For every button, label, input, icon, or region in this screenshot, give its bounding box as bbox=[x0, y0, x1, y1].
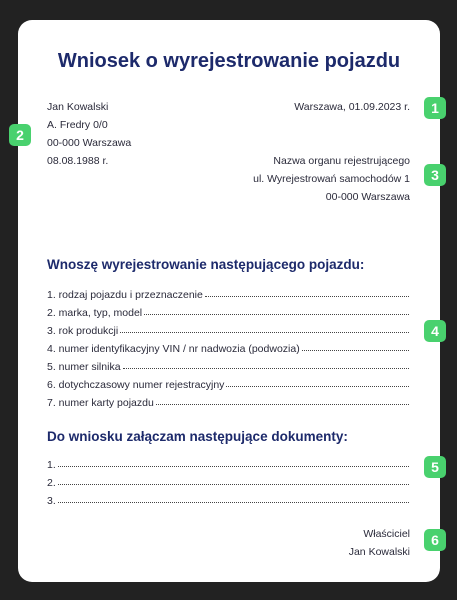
request-item-label: 3. rok produkcji bbox=[47, 325, 119, 337]
step-badge-2: 2 bbox=[9, 124, 31, 146]
request-item[interactable] bbox=[47, 337, 409, 355]
request-item[interactable] bbox=[47, 319, 409, 337]
request-item[interactable] bbox=[47, 391, 409, 409]
request-item-label: 1. rodzaj pojazdu i przeznaczenie bbox=[47, 289, 203, 301]
authority-city: 00-000 Warszawa bbox=[325, 191, 410, 203]
document-title: Wniosek o wyrejestrowanie pojazdu bbox=[57, 50, 401, 72]
authority-name: Nazwa organu rejestrującego bbox=[273, 155, 410, 167]
request-item-label: 5. numer silnika bbox=[47, 361, 121, 373]
request-heading: Wnoszę wyrejestrowanie następującego pojazdu: bbox=[47, 257, 365, 272]
fill-line bbox=[226, 385, 409, 387]
step-badge-1: 1 bbox=[424, 97, 446, 119]
step-badge-3: 3 bbox=[424, 164, 446, 186]
request-item-label: 2. marka, typ, model bbox=[47, 307, 143, 319]
step-badge-6: 6 bbox=[424, 529, 446, 551]
request-item[interactable] bbox=[47, 355, 409, 373]
request-item-label: 7. numer karty pojazdu bbox=[47, 397, 154, 409]
attachment-item-label: 1. bbox=[47, 459, 56, 471]
fill-line bbox=[123, 367, 409, 369]
signature-name: Jan Kowalski bbox=[348, 546, 410, 558]
fill-line bbox=[120, 331, 409, 333]
fill-line bbox=[144, 313, 409, 315]
fill-line bbox=[58, 483, 409, 485]
applicant-date: 08.08.1988 r. bbox=[47, 155, 109, 167]
attachment-item-label: 3. bbox=[47, 495, 56, 507]
attachment-item[interactable] bbox=[47, 489, 409, 507]
fill-line bbox=[205, 295, 409, 297]
authority-street: ul. Wyrejestrowań samochodów 1 bbox=[253, 173, 410, 185]
fill-line bbox=[302, 349, 409, 351]
request-item[interactable] bbox=[47, 301, 409, 319]
fill-line bbox=[58, 465, 409, 467]
applicant-city: 00-000 Warszawa bbox=[47, 137, 132, 149]
fill-line bbox=[58, 501, 409, 503]
step-badge-5: 5 bbox=[424, 456, 446, 478]
document-sheet bbox=[18, 20, 440, 582]
request-item-label: 6. dotychczasowy numer rejestracyjny bbox=[47, 379, 225, 391]
request-item[interactable] bbox=[47, 373, 409, 391]
fill-line bbox=[156, 403, 409, 405]
signature-role: Właściciel bbox=[363, 528, 410, 540]
applicant-name: Jan Kowalski bbox=[47, 101, 109, 113]
request-item[interactable] bbox=[47, 283, 409, 301]
attachments-heading: Do wniosku załączam następujące dokumenty: bbox=[47, 429, 348, 444]
applicant-street: A. Fredry 0/0 bbox=[47, 119, 108, 131]
attachment-item[interactable] bbox=[47, 453, 409, 471]
request-item-label: 4. numer identyfikacyjny VIN / nr nadwozia (podwozia) bbox=[47, 343, 300, 355]
attachment-item[interactable] bbox=[47, 471, 409, 489]
place-date: Warszawa, 01.09.2023 r. bbox=[294, 101, 410, 113]
attachment-item-label: 2. bbox=[47, 477, 56, 489]
step-badge-4: 4 bbox=[424, 320, 446, 342]
